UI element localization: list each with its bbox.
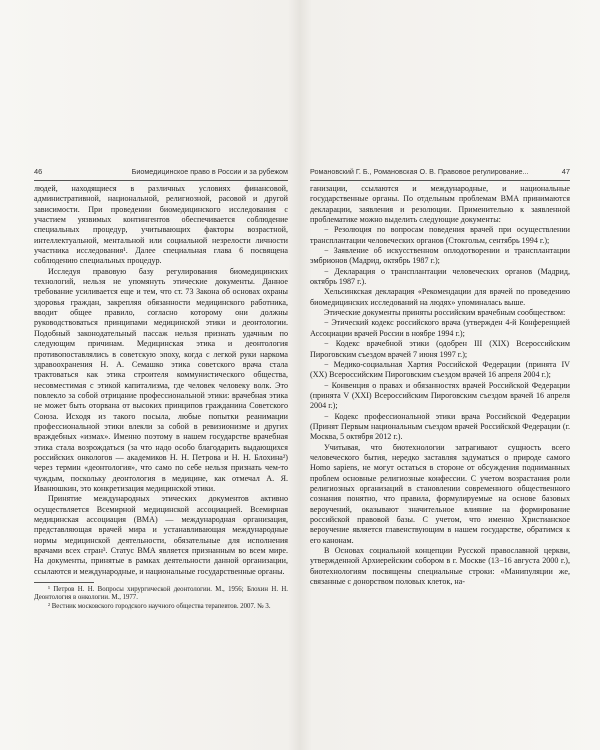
- list-item: − Медико-социальная Хартия Российской Федерации (принята IV (XX) Всероссийским Пироговским съездом врачей 16 апреля 2004 г.);: [310, 359, 570, 380]
- footnote-rule: [34, 582, 94, 583]
- page-number: 46: [34, 167, 43, 176]
- paragraph: Хельсинкская декларация «Рекомендации для врачей по проведению биомедицинских исследований на людях» упоминалась выше.: [310, 287, 570, 307]
- paragraph: Исследуя правовую базу регулирования биомедицинских технологий, нельзя не упомянуть этические документы. Данное требование усиливается еще и тем, что ст. 73 Закона об основах охраны здоровья граждан, закрепляя обязанности медицинского работника, вводит общее правило, согласно которому они должны руководствоваться принципами медицинской этики и деонтологии. Подобный законодательный пассаж нельзя признать удачным по следующим причинам. Медицинская этика и деонтология противопоставлялись в советскую эпоху, когда с легкой руки наркома здравоохранения Н. А. Семашко этика советского врача стала трактоваться как этика строителя коммунистического общества, несовместимая с этикой капитализма, где человек человеку волк. Это повлекло за собой отрицание профессиональной этики: врачебная этика не может быть оторвана от высоких принципов гражданина Советского Союза. Исходя из такого посыла, любые попытки реанимации профессиональной этики влекли за собой в ревизионизме и других враждебных «измах». Именно поэтому в нашем государстве врачебная этика стала возрождаться (за что надо особо благодарить выдающихся российских онкологов — академиков Н. Н. Петрова и Н. Н. Блохина²) через термин «деонтология», что само по себе нельзя признать чем-то чуждым, поскольку деонтология в медицине, как отмечал А. Я. Иванюшкин, это конкретизация медицинской этики.: [34, 266, 288, 493]
- list-item: − Резолюция по вопросам поведения врачей при осуществлении трансплантации человеческих органов (Стокгольм, сентябрь 1994 г.);: [310, 225, 570, 245]
- list-item: − Этический кодекс российского врача (утвержден 4-й Конференцией Ассоциации врачей России в ноябре 1994 г.);: [310, 318, 570, 338]
- page-number: 47: [561, 167, 570, 176]
- footnote: ¹ Петров Н. Н. Вопросы хирургической деонтологии. М., 1956; Блохин Н. Н. Деонтология в онкологии. М., 1977.: [34, 586, 288, 602]
- running-head: Биомедицинское право в России и за рубежом: [131, 167, 288, 176]
- paragraph: ганизации, ссылаются и международные, и национальные государственные органы. По отдельным проблемам ВМА принимаются декларации, заявления и резолюции. Применительно к заявленной проблематике можно выделить следующие документы:: [310, 184, 570, 225]
- right-page-header: [310, 166, 570, 181]
- paragraph: Учитывая, что биотехнологии затрагивают сущность всего человеческого бытия, нередко заставляя задуматься о природе самого Homo sapiens, не могут остаться в стороне от обсуждения подниманных проблем основные религиозные конфессии. С учетом возрастания роли религиозных организаций в становлении современного общественного сознания понятно, что правила, формулируемые на основе базовых вероучений, оказывают значительное влияние на формирование российской правовой базы. С учетом, что именно Христианское вероучение является главенствующим в нашем государстве, обратимся к его канонам.: [310, 442, 570, 545]
- list-item: − Конвенция о правах и обязанностях врачей Российской Федерации (принята V (XXI) Всероссийским Пироговским съездом врачей 16 апреля 2004 г.);: [310, 380, 570, 411]
- running-head: Романовский Г. Б., Романовская О. В. Правовое регулирование...: [310, 167, 529, 176]
- left-page-body: [34, 184, 288, 611]
- paragraph: В Основах социальной концепции Русской православной церкви, утвержденной Архиерейским собором в г. Москве (13−16 августа 2000 г.), биотехнологиям посвящены специальные строки: «Манипуляции же, связанные с донорством половых клеток, на-: [310, 546, 570, 587]
- list-item: − Кодекс врачебной этики (одобрен III (XIX) Всероссийским Пироговским съездом врачей 7 июня 1997 г.);: [310, 339, 570, 359]
- footnote: ² Вестник московского городского научного общества терапевтов. 2007. № 3.: [48, 602, 271, 610]
- list-item: − Кодекс профессиональной этики врача Российской Федерации (Принят Первым национальным съездом врачей Российской Федерации (г. Москва, 5 октября 2012 г.).: [310, 411, 570, 442]
- left-page-header: [34, 166, 288, 181]
- paragraph: Этические документы приняты российским врачебным сообществом:: [324, 308, 566, 318]
- right-page-body: [310, 184, 570, 587]
- paragraph: Принятие международных этических документов активно осуществляется Всемирной медицинской ассоциацией. Всемирная медицинская ассоциация (ВМА) — международная организация, представляющая врачей мира и устанавливающая международные нормы медицинской деятельности, обязательные для исполнения врачами всех стран³. Статус ВМА является признанным во всем мире. На документы, принятые в рамках деятельности данной организации, ссылаются и международные, и национальные государственные органы.: [34, 494, 288, 576]
- paragraph: людей, находящиеся в различных условиях финансовой, административной, национальной, религиозной, расовой и другой зависимости. При проведении биомедицинского исследования с участием уязвимых контингентов обеспечивается соблюдение специальных процедур, учитывающих факторы возрастной, интеллектуальной, ментальной или социальной незрелости личности участника исследования¹. Далее специальная глава 6 посвящена соблюдению специальных процедур.: [34, 184, 288, 266]
- right-page: [300, 0, 600, 750]
- list-item: − Заявление об искусственном оплодотворении и трансплантации эмбрионов (Мадрид, октябрь 1987 г.);: [310, 246, 570, 266]
- list-item: − Декларация о трансплантации человеческих органов (Мадрид, октябрь 1987 г.).: [310, 266, 570, 287]
